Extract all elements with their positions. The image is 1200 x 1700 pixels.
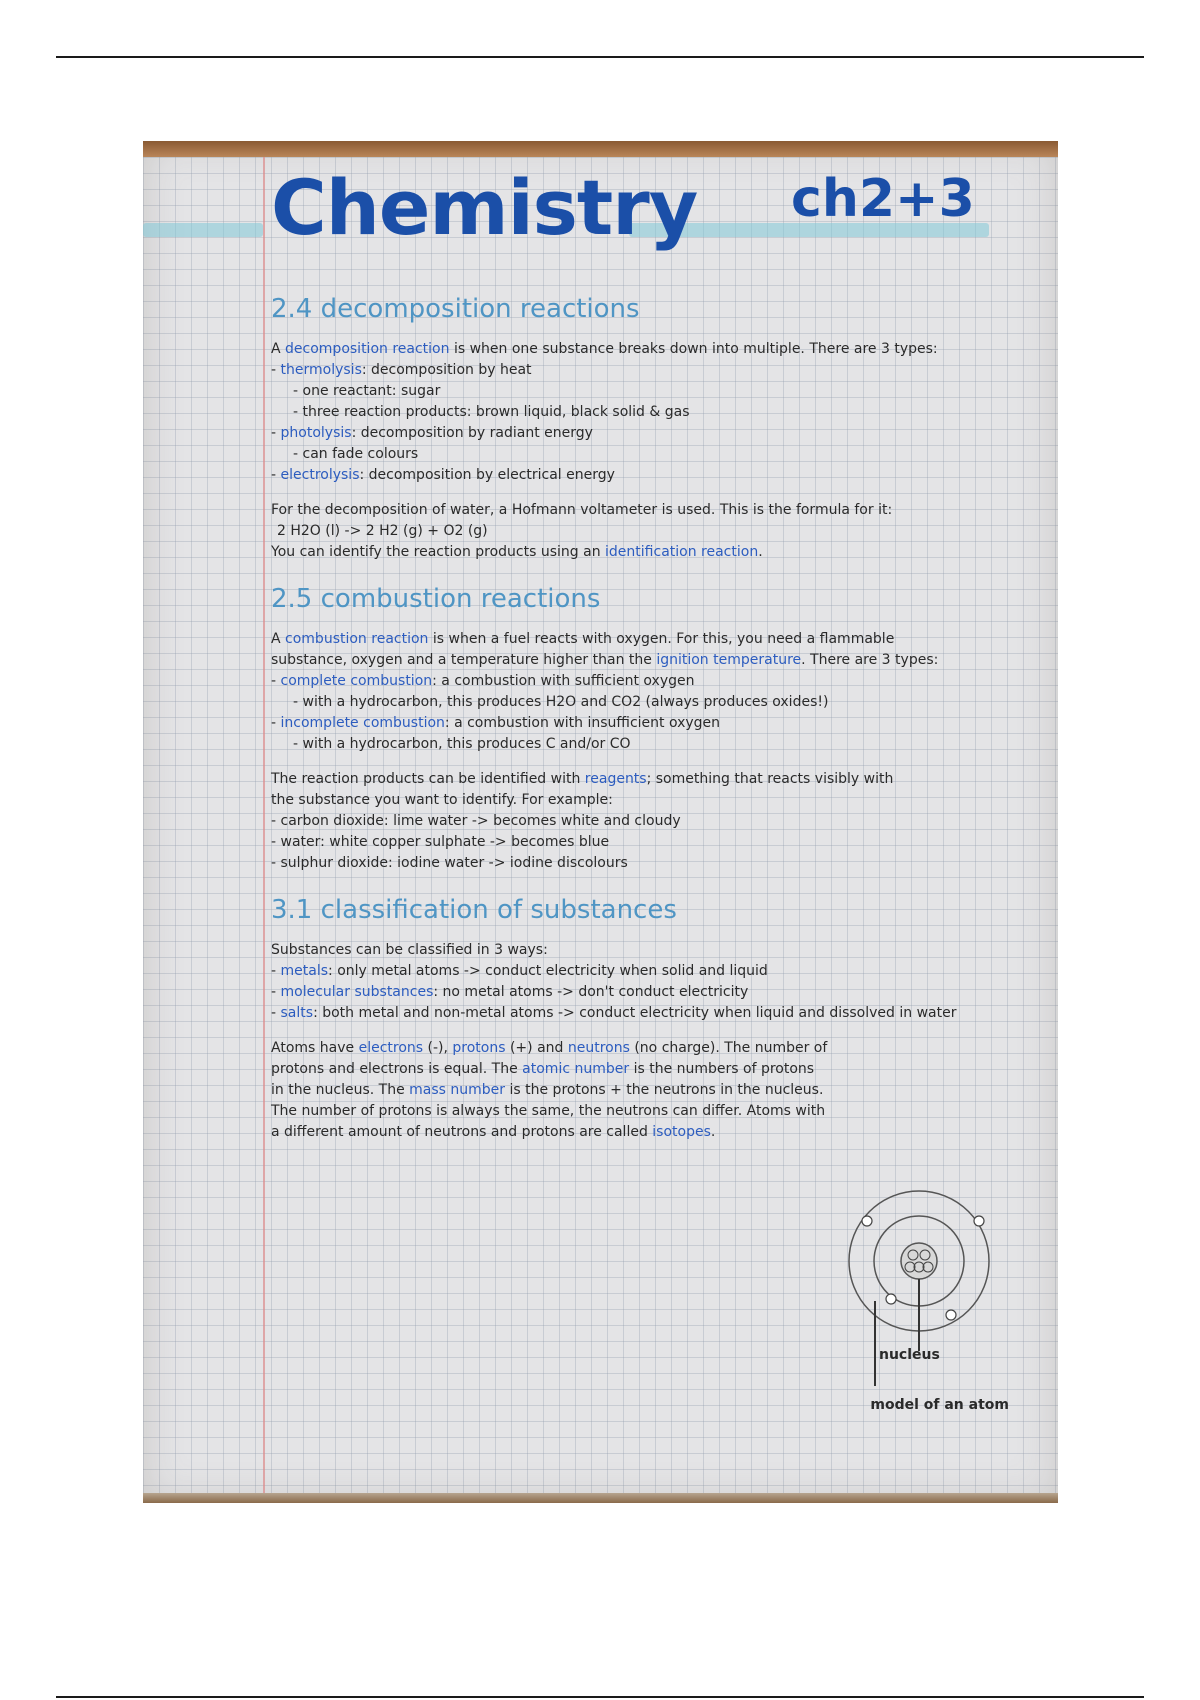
keyword: molecular substances: [280, 984, 434, 1000]
text: A: [271, 631, 286, 647]
washi-tape-left: [143, 223, 263, 237]
example-item: - sulphur dioxide: iodine water -> iodine discolours: [271, 855, 628, 871]
keyword: identification reaction: [605, 544, 759, 560]
keyword: incomplete combustion: [280, 715, 445, 731]
text: ; something that reacts visibly with: [646, 771, 894, 787]
list-item: - salts: both metal and non-metal atoms -> conduct electricity when liquid and dissolved in water: [271, 1005, 957, 1021]
list-item: - molecular substances: no metal atoms -> don't conduct electricity: [271, 984, 749, 1000]
text: is when one substance breaks down into multiple. There are 3 types:: [449, 341, 938, 357]
text: : only metal atoms -> conduct electricity when solid and liquid: [328, 963, 768, 979]
text: .: [710, 1124, 716, 1140]
keyword: combustion reaction: [285, 631, 429, 647]
top-rule: [56, 56, 1144, 58]
keyword: ignition temperature: [656, 652, 802, 668]
text: (no charge). The number of protons and electrons is equal. The: [271, 1040, 828, 1077]
section-heading: 3.1 classification of substances: [271, 895, 677, 925]
sub-list-item: - with a hydrocarbon, this produces C and/or CO: [293, 736, 631, 752]
text: : a combustion with insufficient oxygen: [444, 715, 721, 731]
text: (+) and: [505, 1040, 568, 1056]
keyword: protons: [452, 1040, 506, 1056]
text: A: [271, 341, 286, 357]
keyword: electrolysis: [280, 467, 360, 483]
sub-list-item: - three reaction products: brown liquid, black solid & gas: [293, 404, 690, 420]
section-classification: [271, 892, 1051, 1143]
section-combustion: [271, 581, 1051, 874]
classification-intro: Substances can be classified in 3 ways:: [271, 942, 548, 958]
text: Atoms have: [271, 1040, 359, 1056]
text: is when a fuel reacts with oxygen. For this, you need a flammable: [428, 631, 895, 647]
nucleus-core: [901, 1243, 937, 1279]
decomposition-intro: [271, 339, 1051, 360]
keyword: complete combustion: [280, 673, 433, 689]
wood-edge-top: [143, 141, 1058, 157]
electron-dot: [886, 1294, 896, 1304]
water-line: For the decomposition of water, a Hofmann voltameter is used. This is the formula for it:: [271, 502, 893, 518]
margin-line: [263, 157, 265, 1493]
text: . There are 3 types:: [801, 652, 939, 668]
formula: 2 H2O (l) -> 2 H2 (g) + O2 (g): [277, 523, 488, 539]
text: .: [758, 544, 763, 560]
list-item: - electrolysis: decomposition by electrical energy: [271, 467, 615, 483]
page-title: Chemistry: [271, 163, 698, 252]
chapter-label: ch2+3: [791, 169, 975, 229]
keyword: mass number: [409, 1082, 506, 1098]
list-item: - photolysis: decomposition by radiant energy: [271, 425, 593, 441]
keyword: electrons: [358, 1040, 424, 1056]
keyword: atomic number: [522, 1061, 630, 1077]
sub-list-item: - one reactant: sugar: [293, 383, 441, 399]
text: : no metal atoms -> don't conduct electricity: [433, 984, 749, 1000]
text: : a combustion with sufficient oxygen: [432, 673, 695, 689]
list-item: - metals: only metal atoms -> conduct electricity when solid and liquid: [271, 963, 768, 979]
text: The reaction products can be identified with: [271, 771, 585, 787]
nucleus-label: nucleus: [879, 1347, 940, 1363]
text: : decomposition by heat: [361, 362, 532, 378]
atoms-paragraph: [271, 1038, 831, 1143]
electron-dot: [974, 1216, 984, 1226]
combustion-intro: [271, 629, 1051, 650]
example-item: - water: white copper sulphate -> becomes blue: [271, 834, 610, 850]
section-heading: 2.5 combustion reactions: [271, 584, 601, 614]
combustion-intro-2: [271, 650, 1051, 671]
keyword: salts: [280, 1005, 314, 1021]
section-decomposition: [271, 291, 1051, 563]
text: substance, oxygen and a temperature higher than the: [271, 652, 657, 668]
list-item: - complete combustion: a combustion with sufficient oxygen: [271, 673, 695, 689]
reagents-line-2: the substance you want to identify. For example:: [271, 792, 613, 808]
keyword: metals: [280, 963, 329, 979]
notes-content: [271, 291, 1051, 1161]
section-heading: 2.4 decomposition reactions: [271, 294, 640, 324]
text: You can identify the reaction products using an: [271, 544, 606, 560]
electron-dot: [862, 1216, 872, 1226]
bottom-rule: [56, 1696, 1144, 1698]
text: : both metal and non-metal atoms -> conduct electricity when liquid and dissolved in water: [313, 1005, 957, 1021]
wood-edge-bottom: [143, 1493, 1058, 1503]
keyword: thermolysis: [280, 362, 362, 378]
sub-list-item: - with a hydrocarbon, this produces H2O and CO2 (always produces oxides!): [293, 694, 829, 710]
keyword: reagents: [584, 771, 647, 787]
sub-list-item: - can fade colours: [293, 446, 419, 462]
keyword: photolysis: [280, 425, 352, 441]
electron-dot: [946, 1310, 956, 1320]
keyword: decomposition reaction: [285, 341, 450, 357]
identify-line: [271, 542, 1051, 563]
text: : decomposition by electrical energy: [359, 467, 615, 483]
text: (-),: [423, 1040, 453, 1056]
list-item: - incomplete combustion: a combustion with insufficient oxygen: [271, 715, 721, 731]
list-item: - thermolysis: decomposition by heat: [271, 362, 532, 378]
text: : decomposition by radiant energy: [351, 425, 593, 441]
text: is the protons + the neutrons in the nucleus. The number of protons is always the same, the neutrons can differ. Atoms with a different amount of neutrons and protons are called: [271, 1082, 826, 1140]
reagents-line: [271, 769, 1051, 790]
atom-model-figure: [819, 1181, 1009, 1421]
keyword: isotopes: [652, 1124, 711, 1140]
keyword: neutrons: [567, 1040, 630, 1056]
text: is the numbers of protons in the nucleus. The: [271, 1061, 815, 1098]
figure-caption: model of an atom: [870, 1397, 1009, 1413]
example-item: - carbon dioxide: lime water -> becomes white and cloudy: [271, 813, 681, 829]
notebook-photo: [143, 141, 1058, 1503]
